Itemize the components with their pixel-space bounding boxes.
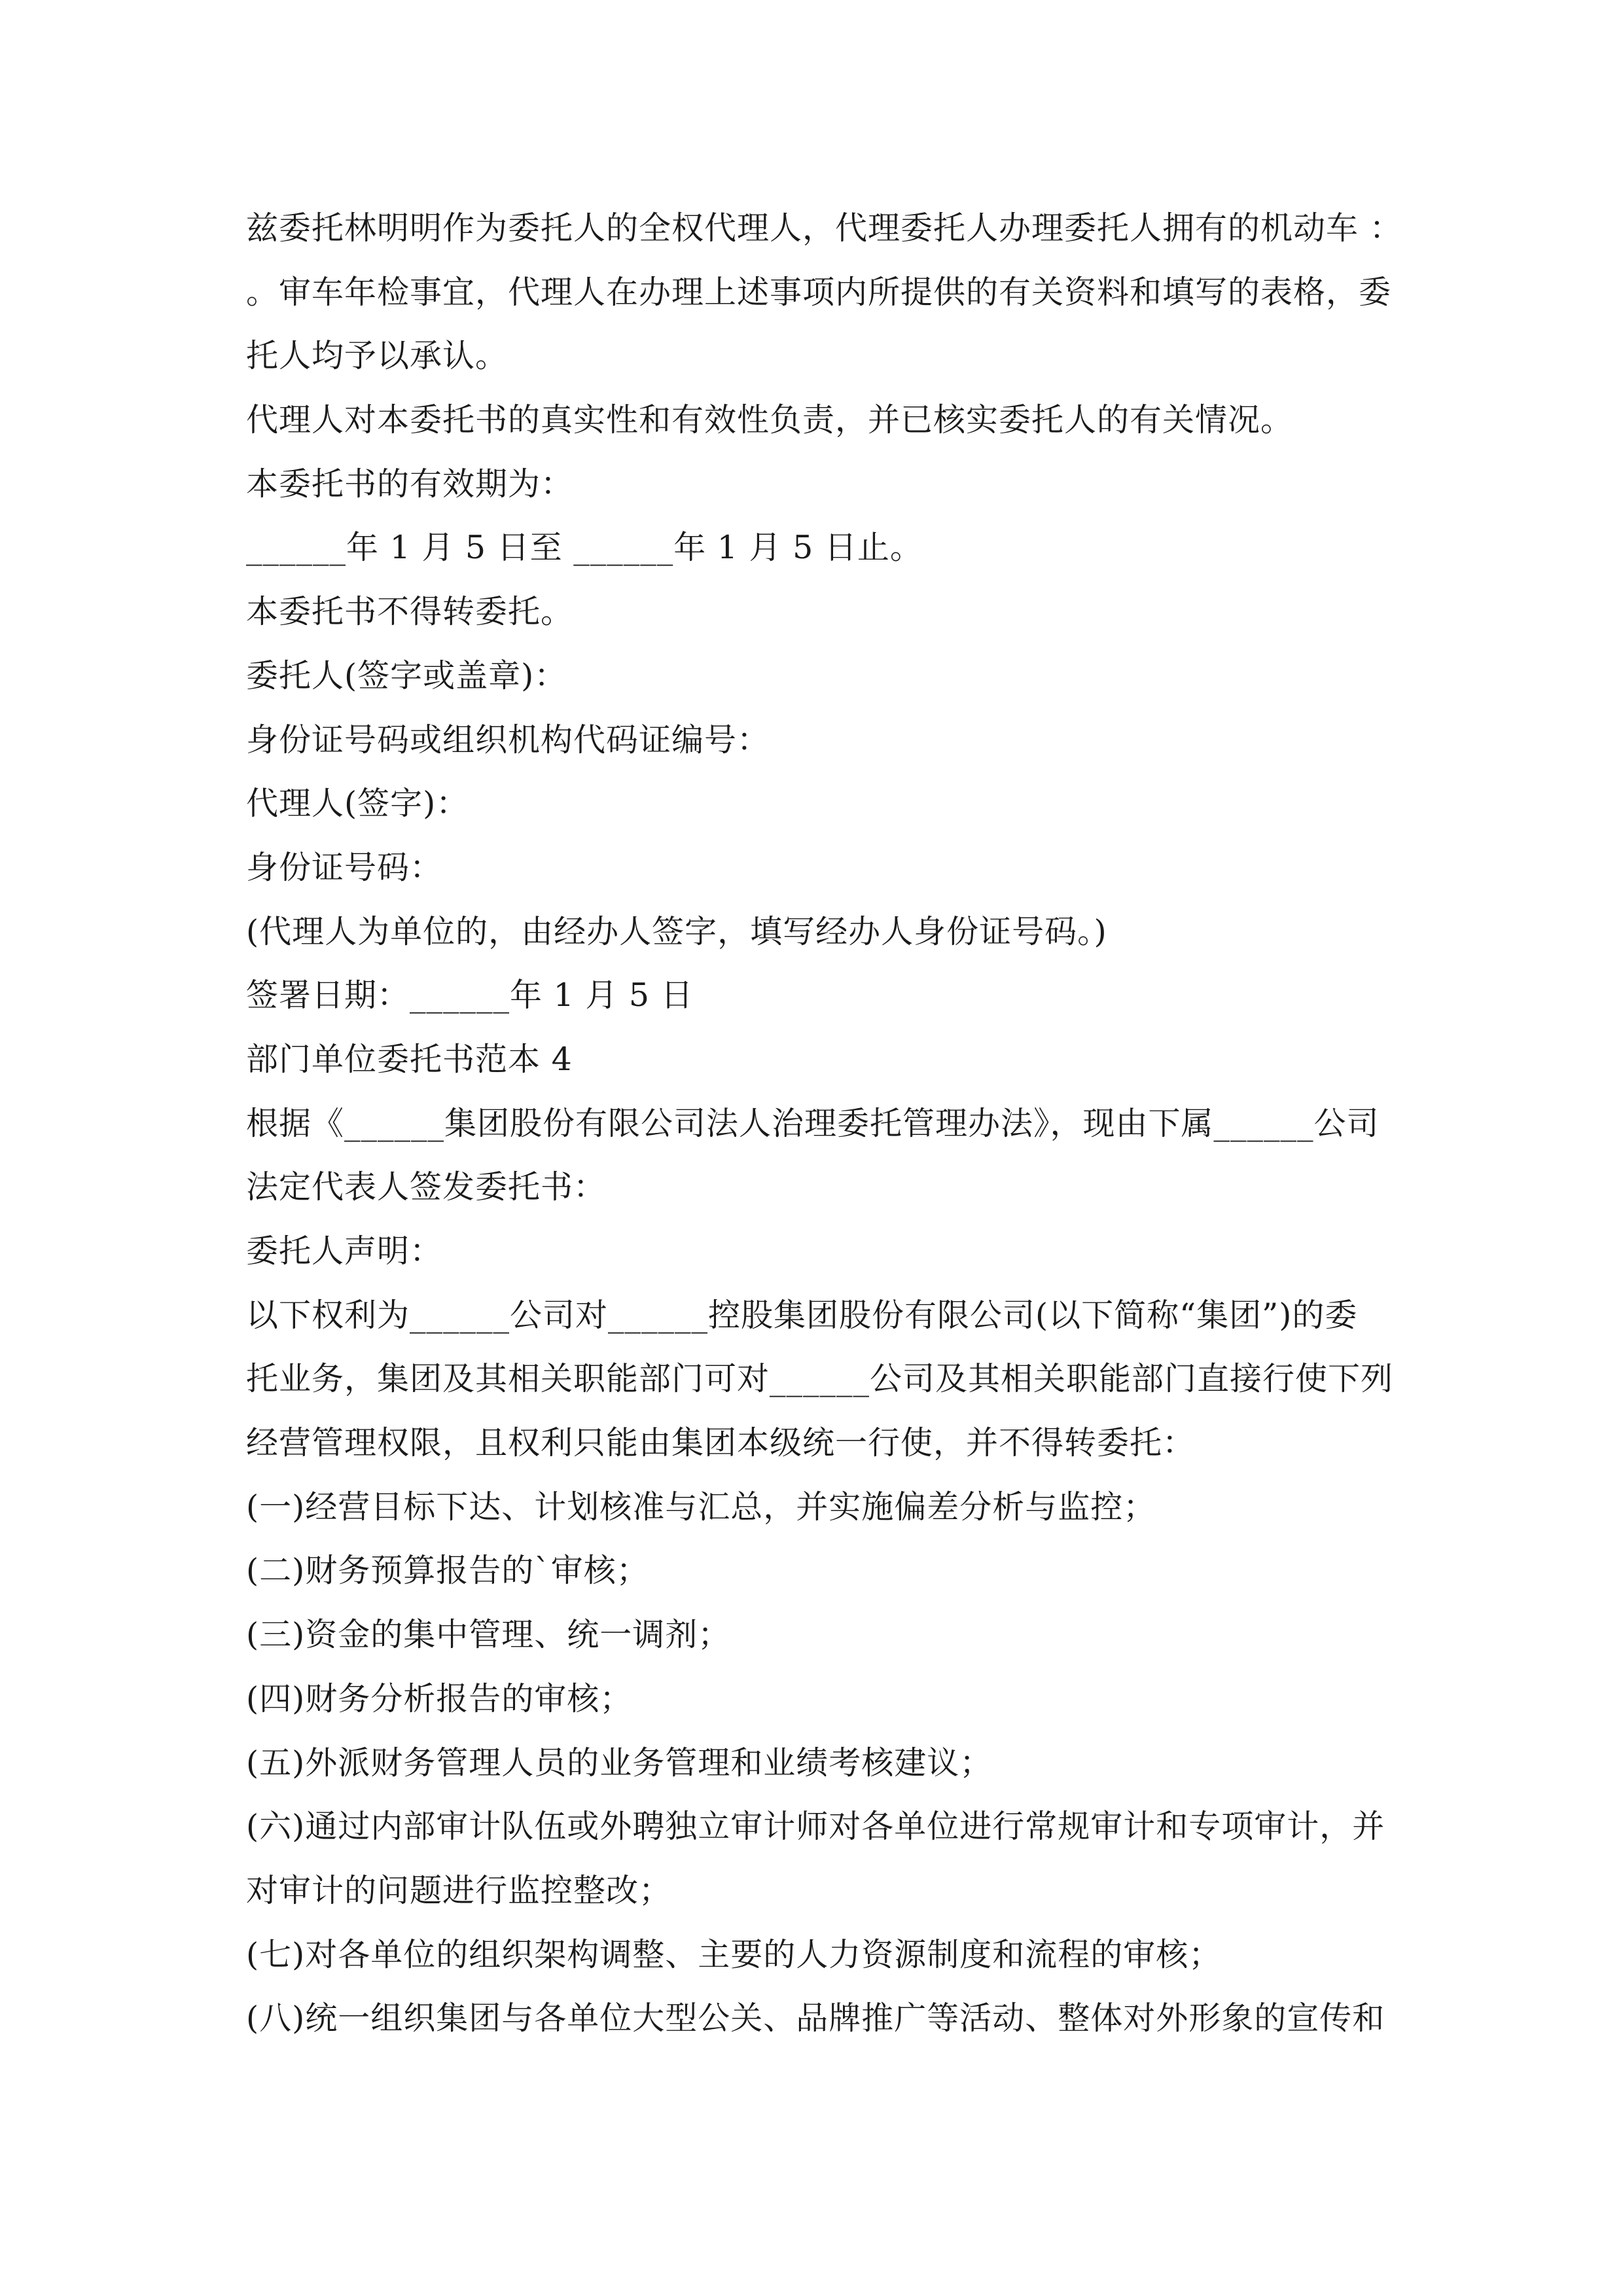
list-item: (七)对各单位的组织架构调整、主要的人力资源制度和流程的审核； bbox=[246, 1935, 1222, 1973]
paragraph-line: 法定代表人签发委托书： bbox=[246, 1168, 607, 1206]
sign-date-line: 签署日期：______年 1 月 5 日 bbox=[246, 977, 694, 1014]
list-item: (三)资金的集中管理、统一调剂； bbox=[246, 1616, 731, 1654]
paragraph-line: 。审车年检事宜，代理人在办理上述事项内所提供的有关资料和填写的表格，委 bbox=[246, 273, 1392, 311]
document-body bbox=[246, 196, 1402, 2051]
list-item: (二)财务预算报告的`审核； bbox=[246, 1552, 649, 1590]
id-number-label: 身份证号码或组织机构代码证编号： bbox=[246, 721, 770, 759]
paragraph-line: 兹委托林明明作为委托人的全权代理人，代理委托人办理委托人拥有的机动车 ： bbox=[246, 209, 1402, 247]
list-item: (五)外派财务管理人员的业务管理和业绩考核建议； bbox=[246, 1744, 993, 1782]
paragraph-line: 托人均予以承认。 bbox=[246, 337, 508, 375]
agent-id-label: 身份证号码： bbox=[246, 848, 443, 886]
list-item: (一)经营目标下达、计划核准与汇总，并实施偏差分析与监控； bbox=[246, 1488, 1156, 1526]
list-item: (四)财务分析报告的审核； bbox=[246, 1679, 633, 1717]
validity-period-line: ______年 1 月 5 日至 ______年 1 月 5 日止。 bbox=[246, 529, 923, 567]
paragraph-line: 本委托书的有效期为： bbox=[246, 465, 574, 503]
paragraph-line: 经营管理权限，且权利只能由集团本级统一行使，并不得转委托： bbox=[246, 1424, 1196, 1462]
list-item-continuation: 对审计的问题进行监控整改； bbox=[246, 1871, 672, 1909]
section-heading: 部门单位委托书范本 4 bbox=[246, 1040, 573, 1078]
list-item: (六)通过内部审计队伍或外聘独立审计师对各单位进行常规审计和专项审计，并 bbox=[246, 1808, 1385, 1846]
paragraph-line: 委托人声明： bbox=[246, 1232, 443, 1270]
paragraph-line: 托业务，集团及其相关职能部门可对______公司及其相关职能部门直接行使下列 bbox=[246, 1360, 1394, 1398]
principal-signature-label: 委托人(签字或盖章)： bbox=[246, 656, 567, 694]
paragraph-line: 本委托书不得转委托。 bbox=[246, 593, 574, 631]
agent-signature-label: 代理人(签字)： bbox=[246, 785, 469, 823]
paragraph-line: 代理人对本委托书的真实性和有效性负责，并已核实委托人的有关情况。 bbox=[246, 401, 1294, 439]
paragraph-line: (代理人为单位的，由经办人签字，填写经办人身份证号码。) bbox=[246, 912, 1107, 950]
paragraph-line: 根据《______集团股份有限公司法人治理委托管理办法》，现由下属______公司 bbox=[246, 1104, 1380, 1142]
paragraph-line: 以下权利为______公司对______控股集团股份有限公司(以下简称“集团”)的委 bbox=[246, 1296, 1358, 1334]
list-item: (八)统一组织集团与各单位大型公关、品牌推广等活动、整体对外形象的宣传和 bbox=[246, 2000, 1385, 2037]
